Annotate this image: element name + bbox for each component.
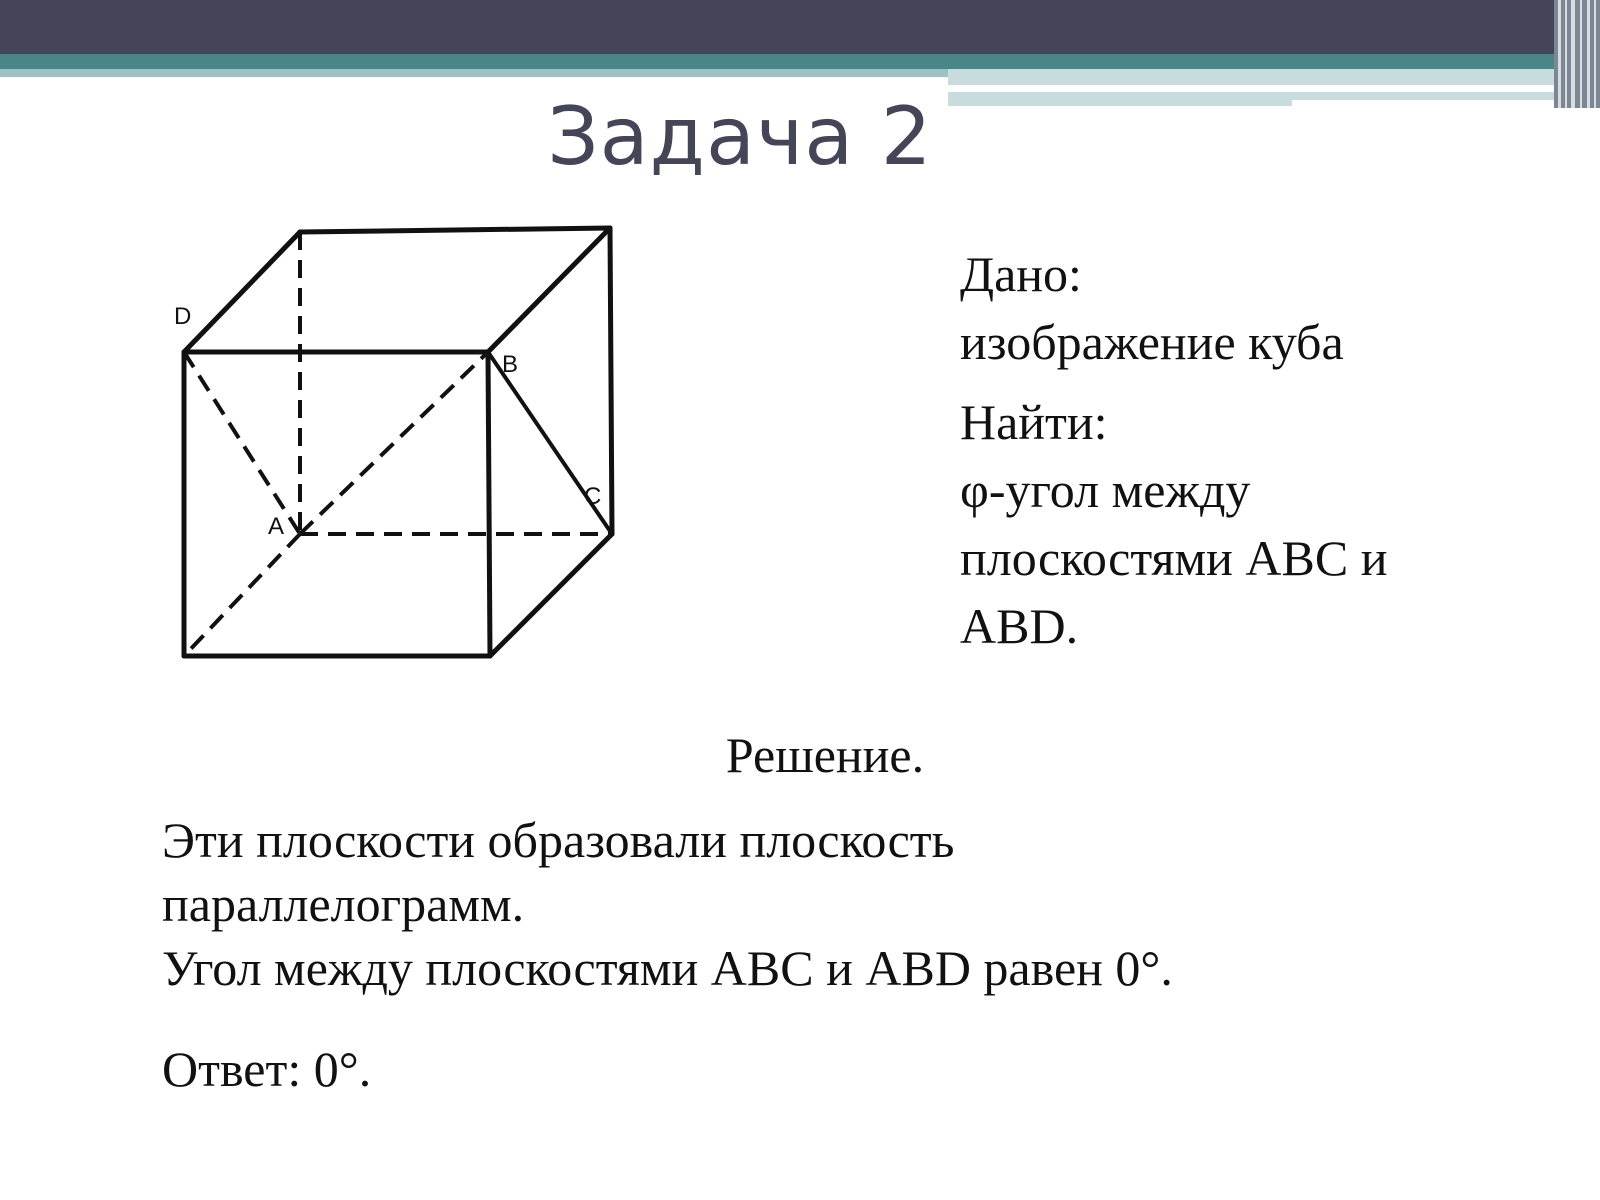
find-label: Найти: bbox=[960, 394, 1108, 450]
vertex-label-b: B bbox=[502, 351, 519, 378]
header-band-dark bbox=[0, 0, 1600, 54]
slide-title: Задача 2 bbox=[547, 90, 933, 183]
solution-line: Эти плоскости образовали плоскость bbox=[162, 812, 955, 868]
hidden-edge bbox=[184, 534, 300, 656]
find-line: φ-угол между bbox=[960, 462, 1251, 518]
cube-edge bbox=[184, 232, 300, 352]
cube-edge bbox=[610, 228, 612, 534]
vertex-label-c: C bbox=[584, 483, 602, 510]
header-band-light-right bbox=[948, 69, 1600, 85]
header-edge-lines bbox=[1554, 0, 1600, 108]
vertex-label-d: D bbox=[174, 303, 192, 330]
find-line: плоскостями ABC и bbox=[960, 530, 1388, 586]
segment-ab bbox=[300, 352, 488, 534]
find-line: ABD. bbox=[960, 598, 1079, 654]
answer-text: Ответ: 0°. bbox=[162, 1041, 372, 1097]
header-band-teal bbox=[0, 54, 1600, 69]
solution-line: параллелограмм. bbox=[162, 876, 525, 932]
solution-line: Угол между плоскостями ABC и ABD равен 0°. bbox=[162, 940, 1173, 996]
cube-edge bbox=[488, 352, 490, 656]
cube-edge bbox=[490, 534, 612, 656]
solution-heading: Решение. bbox=[725, 727, 925, 783]
vertex-label-a: A bbox=[268, 513, 285, 540]
cube-edge bbox=[488, 228, 610, 352]
given-label: Дано: bbox=[960, 246, 1082, 302]
cube-figure bbox=[168, 216, 638, 686]
segment-ad bbox=[184, 352, 300, 534]
given-block bbox=[960, 240, 1580, 660]
given-text: изображение куба bbox=[960, 314, 1344, 370]
header-band-light bbox=[0, 69, 948, 77]
cube-edge bbox=[300, 228, 610, 232]
solution-text bbox=[162, 808, 1562, 1000]
